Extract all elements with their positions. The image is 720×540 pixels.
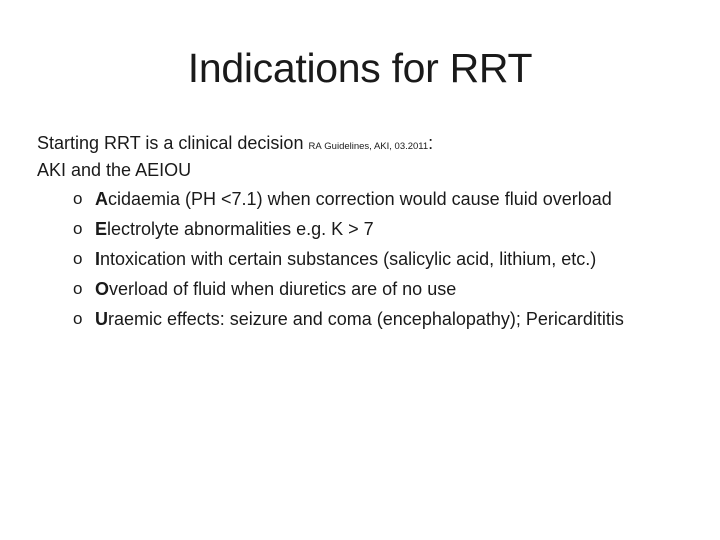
list-item (73, 246, 687, 272)
bullet-letter: E (95, 219, 108, 239)
bullet-letter: U (95, 309, 108, 329)
list-item (73, 186, 687, 212)
intro-text: Starting RRT is a clinical decision (37, 133, 309, 153)
bullet-letter: A (95, 189, 108, 209)
aeiou-list (37, 186, 687, 332)
bullet-text: verload of fluid when diuretics are of no use (109, 279, 457, 299)
bullet-text: ntoxication with certain substances (salicylic acid, lithium, etc.) (100, 249, 597, 269)
list-item (73, 216, 687, 242)
reference-ra: RA (308, 141, 322, 152)
bullet-icon: o (73, 279, 83, 298)
list-item (73, 276, 687, 302)
slide-title: Indications for RRT (187, 45, 533, 91)
bullet-icon: o (73, 249, 83, 268)
bullet-icon: o (73, 219, 83, 238)
bullet-icon: o (73, 189, 83, 208)
subtitle-line: AKI and the AEIOU (37, 160, 192, 180)
list-item (73, 306, 687, 332)
reference-colon: : (428, 133, 434, 153)
bullet-text: lectrolyte abnormalities e.g. K > 7 (107, 219, 374, 239)
bullet-text: raemic effects: seizure and coma (encephalopathy); Pericardititis (108, 309, 624, 329)
bullet-letter: O (95, 279, 110, 299)
bullet-icon: o (73, 309, 83, 328)
reference-text: Guidelines, AKI, 03.2011 (321, 141, 429, 152)
slide-body (37, 130, 687, 336)
bullet-letter: I (95, 249, 101, 269)
intro-line (37, 130, 687, 157)
bullet-text: cidaemia (PH <7.1) when correction would cause fluid overload (108, 189, 612, 209)
